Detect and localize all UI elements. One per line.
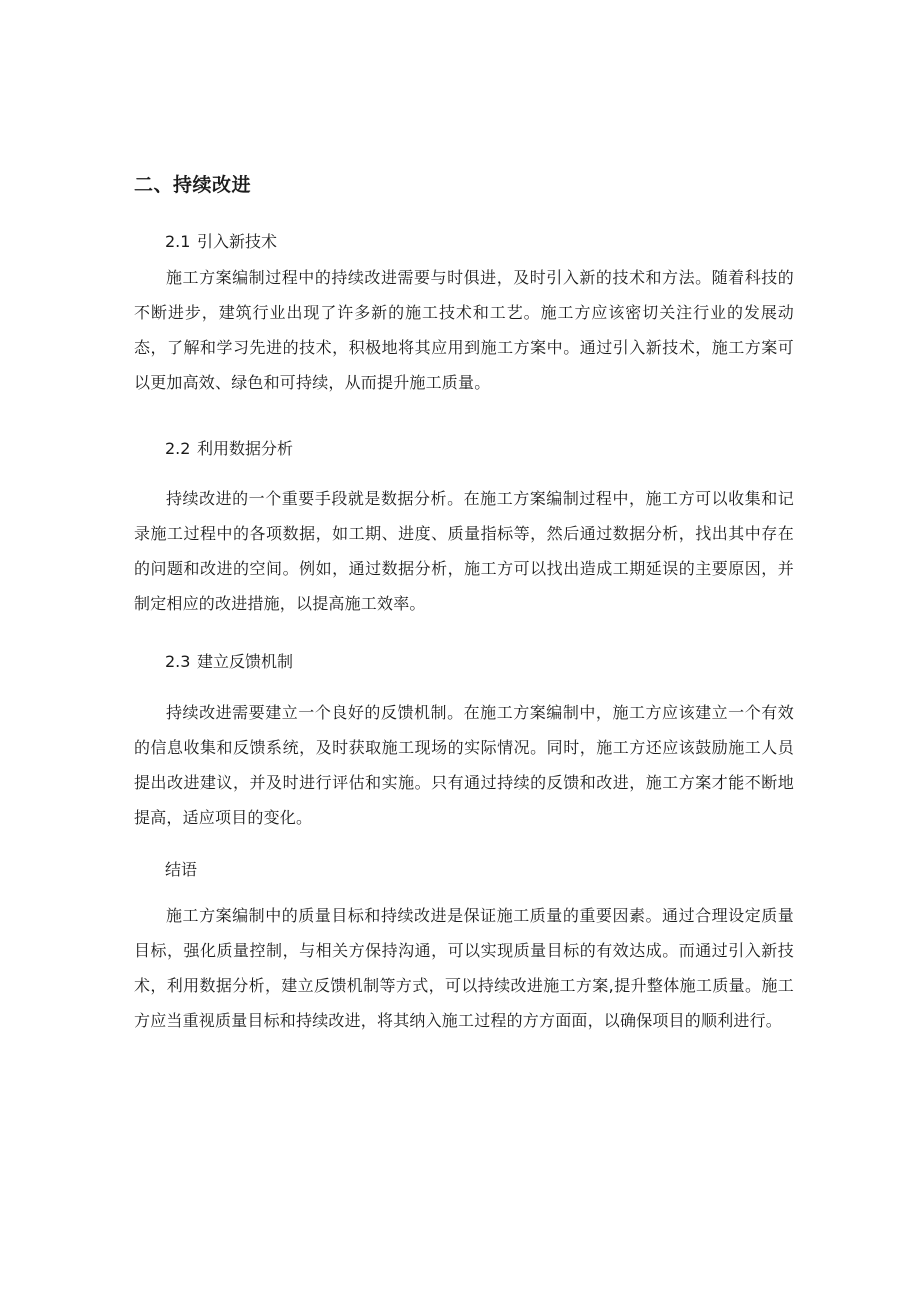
subsection-heading-2-2 [165,436,293,459]
paragraph-2-3: 持续改进需要建立一个良好的反馈机制。在施工方案编制中，施工方应该建立一个有效的信息收集和反馈系统，及时获取施工现场的实际情况。同时，施工方还应该鼓励施工人员提出改进建议，并及时进行评估和实施。只有通过持续的反馈和改进，施工方案才能不断地提高，适应项目的变化。 [134,703,794,827]
subsection-number: 2.3 [165,652,191,671]
paragraph-2-2: 持续改进的一个重要手段就是数据分析。在施工方案编制过程中，施工方可以收集和记录施工过程中的各项数据，如工期、进度、质量指标等，然后通过数据分析，找出其中存在的问题和改进的空间。例如，通过数据分析，施工方可以找出造成工期延误的主要原因，并制定相应的改进措施，以提高施工效率。 [134,489,794,613]
conclusion-paragraph: 施工方案编制中的质量目标和持续改进是保证施工质量的重要因素。通过合理设定质量目标，强化质量控制，与相关方保持沟通，可以实现质量目标的有效达成。而通过引入新技术，利用数据分析，建立反馈机制等方式，可以持续改进施工方案,提升整体施工质量。施工方应当重视质量目标和持续改进，将其纳入施工过程的方方面面，以确保项目的顺利进行。 [134,906,794,1030]
paragraph-2-1: 施工方案编制过程中的持续改进需要与时俱进，及时引入新的技术和方法。随着科技的不断进步，建筑行业出现了许多新的施工技术和工艺。施工方应该密切关注行业的发展动态，了解和学习先进的技术，积极地将其应用到施工方案中。通过引入新技术，施工方案可以更加高效、绿色和可持续，从而提升施工质量。 [134,268,794,392]
subsection-number: 2.2 [165,439,191,458]
subsection-number: 2.1 [165,232,191,251]
section-title: 二、持续改进 [134,174,252,196]
conclusion-title: 结语 [165,860,198,879]
subsection-heading-2-3 [165,649,293,672]
subsection-title: 建立反馈机制 [197,652,294,671]
subsection-title: 利用数据分析 [197,439,294,458]
subsection-title: 引入新技术 [197,232,278,251]
subsection-heading-2-1 [165,229,277,252]
